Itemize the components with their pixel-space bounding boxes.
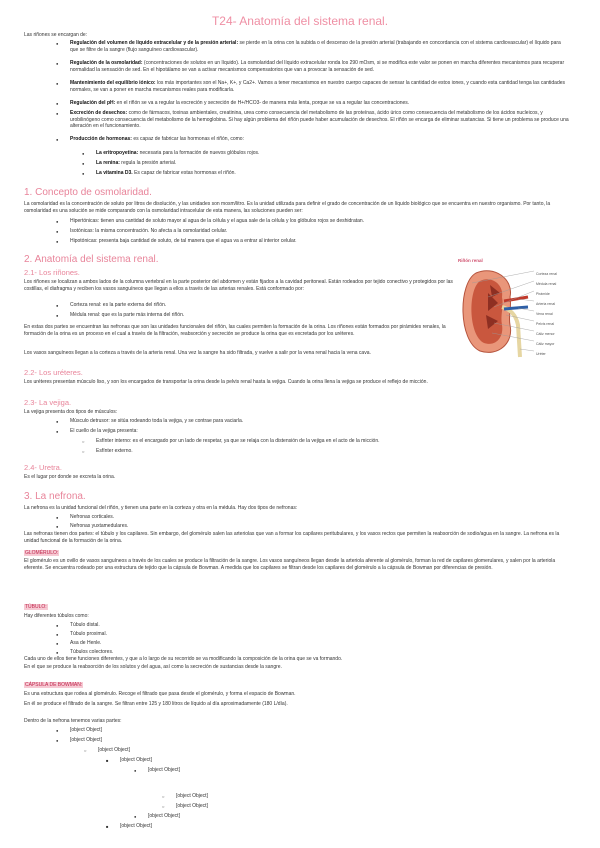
osmolarity-item: Hipertónicas: tienen una cantidad de soluto mayor al agua de la célula y el agua sale de la célula y los glóbulos rojos se deshidratan. (70, 218, 365, 224)
function-item-text: como de fármacos, toxinas ambientales, creatinina, urea como consecuencia del metabolismo de las proteínas, ácido úrico como consecuencia del metabolismo de los ácidos nucleicos, y urobilinógeno como consecuencia del metabolismo de la hemoglobina. Si hay algún problema del riñón puede haber acumulación de desechos. El riñón se encarga de eliminar sustancias. Si tiene un problema se produce una alteración en el funcionamiento. (70, 110, 569, 129)
osmolarity-item: Isotónicas: la misma concentración. No afecta a la osmolaridad celular. (70, 228, 228, 234)
nephron-intro-paragraph: En estas dos partes se encuentran las nefronas que son las unidades funcionales del riñón, las cuales permiten la formación de la orina. Los riñones están formados por pirámides renales, la formación de la orina es un proceso en el cual a través de la filtración, reabsorción y secreción se produce la orina que es excretada por los uréteres. (24, 324, 446, 337)
hormone-item-bold: La vitamina D3. (96, 170, 133, 176)
bullet-icon: ● (56, 515, 59, 520)
function-item-bold: Regulación del volumen de líquido extracelular y de la presión arterial: (70, 40, 239, 46)
nephron-paragraph: La nefrona es la unidad funcional del riñón, y tienen una parte en la corteza y otra en la médula. Hay dos tipos de nefronas: (24, 505, 298, 511)
nephron-subpart-item: [object Object] (70, 737, 102, 743)
nephron-subpart-item: [object Object] (148, 813, 180, 819)
bullet-icon: ● (56, 623, 59, 628)
function-item-text: en el riñón se va a regular la excreción y secreción de H+/HCO3- de manera más lenta, porque se va a regular las concentraciones. (116, 100, 410, 106)
nephron-subpart-item: [object Object] (98, 747, 130, 753)
glomerulus-paragraph: El glomérulo es un ovillo de vasos sanguíneos a través de los cuales se produce la filtración de la sangre. Los vasos sanguíneos llegan desde la arteriola aferente al glomérulo, forman la red de capilares glomerulares, y salen por la arteriola eferente. Se encuentra rodeado por una estructura de tejido que la cápsula de Bowman. A medida que los capilares se filtran desde los capilares del glomérulo a la cápsula de Bowman por diferencias de presión. (24, 558, 556, 571)
tubule-item: Túbulo distal. (70, 622, 100, 628)
kidney-figure (458, 258, 578, 363)
section-3-heading: 3. La nefrona. (24, 491, 86, 502)
function-item-bold: Regulación del pH: (70, 100, 116, 106)
tubule-item: Asa de Henle. (70, 640, 102, 646)
function-item-text: (concentraciones de solutos en un líquido). La osmolaridad del líquido extracelular ronda los 290 mOsm, si se modifica este valor se ponen en marcha diferentes mecanismos para recuperar normalidad la sensación de sed. En el hipotálamo se van a activar mecanismos compensatorios que van a provocar la sensación de sed. (70, 60, 565, 73)
urethra-subheading: 2.4- Uretra. (24, 463, 62, 472)
bullet-icon: ● (56, 313, 59, 318)
bullet-icon: ● (56, 738, 59, 743)
tubule-function-paragraph: Cada uno de ellos tiene funciones diferentes, y que a lo largo de su recorrido se va modificando la composición de la orina que se va formando. (24, 656, 343, 662)
function-item (70, 80, 570, 93)
function-item-bold: Regulación de la osmolaridad: (70, 60, 143, 66)
bowman-label-wrap (24, 682, 83, 689)
bullet-icon: ● (56, 303, 59, 308)
bullet-icon: ○ (82, 449, 85, 454)
figure-label: Arteria renal (536, 302, 556, 306)
filtration-paragraph: En él se produce el filtrado de la sangre. Se filtran entre 125 y 180 litros de líquido al día aproximadamente (180 L/día). (24, 701, 288, 707)
tubule-paragraph: Hay diferentes túbulos como: (24, 613, 89, 619)
function-item-text: se pierde en la orina con la subida o el descenso de la presión arterial (trabajando en concordancia con el sistema cardiovascular) el líquido para que se filtre de la sangre (flujo sanguíneo cardiovascular). (70, 40, 561, 53)
kidneys-subheading: 2.1- Los riñones. (24, 268, 80, 277)
bullet-icon: ● (56, 524, 59, 529)
bullet-icon: ● (56, 239, 59, 244)
hormone-item-bold: La eritropoyetina: (96, 150, 139, 156)
figure-title: Riñón renal (458, 258, 483, 263)
nephron-subpart-item: [object Object] (120, 823, 152, 829)
bladder-muscle-item: Músculo detrusor: se sitúa rodeando toda la vejiga, y se contrae para vaciarla. (70, 418, 244, 424)
bullet-icon: ● (56, 429, 59, 434)
bullet-icon: ● (56, 650, 59, 655)
bullet-icon: ● (134, 814, 137, 819)
tubule-item: Túbulo proximal. (70, 631, 107, 637)
bullet-icon: ● (56, 641, 59, 646)
bullet-icon: ○ (82, 439, 85, 444)
section-1-heading: 1. Concepto de osmolaridad. (24, 187, 152, 198)
bullet-icon: ○ (162, 794, 165, 799)
glomerulus-label: GLOMÉRULO: (25, 550, 59, 556)
hormone-item-text: necesaria para la formación de nuevos glóbulos rojos. (139, 150, 260, 156)
ureters-subheading: 2.2- Los uréteres. (24, 368, 83, 377)
sphincter-item: Esfínter externo. (96, 448, 133, 454)
bullet-icon: ● (56, 229, 59, 234)
function-item (70, 100, 570, 107)
figure-label: Cáliz menor (536, 332, 555, 336)
hormone-item (96, 160, 566, 167)
hormone-item-bold: La renina: (96, 160, 120, 166)
kidney-part-item: Corteza renal: es la parte externa del riñón. (70, 302, 167, 308)
bullet-icon: ● (56, 41, 59, 46)
tubule-item: Túbulos colectores. (70, 649, 114, 655)
osmolarity-item: Hipotónicas: presenta baja cantidad de soluto, de tal manera que el agua va a entrar al interior celular. (70, 238, 297, 244)
ureters-paragraph: Los uréteres presentan músculo liso, y son los encargados de transportar la orina desde la pelvis renal hasta la vejiga. Cuando la orina llena la vejiga se produce el reflejo de micción. (24, 379, 428, 385)
bullet-icon: ○ (84, 748, 87, 753)
hormone-item (96, 170, 566, 177)
hormone-item (96, 150, 566, 157)
document-title: T24- Anatomía del sistema renal. (211, 14, 389, 28)
function-item-text: es capaz de fabricar las hormonas el riñón, como: (133, 136, 244, 142)
figure-label: Pirámide (536, 292, 550, 296)
blood-vessels-paragraph: Los vasos sanguíneos llegan a la corteza a través de la arteria renal. Una vez la sangre ha sido filtrada, y vuelve a salir por la vena renal hacia la vena cava. (24, 350, 371, 356)
bullet-icon: ● (56, 219, 59, 224)
nephron-subpart-item: [object Object] (176, 793, 208, 799)
bowman-paragraph: Es una estructura que rodea al glomérulo. Recoge el filtrado que pasa desde el glomérulo, y forma el espacio de Bowman. (24, 691, 296, 697)
nephron-subpart-item: [object Object] (120, 757, 152, 763)
nephron-type-item: Nefronas corticales. (70, 514, 115, 520)
figure-label: Pelvis renal (536, 322, 555, 326)
bullet-icon: ■ (106, 758, 109, 763)
bullet-icon: ● (56, 61, 59, 66)
bullet-icon: ● (56, 137, 59, 142)
function-item-text: los más importantes son el Na+, K+, y Ca2+. Vamos a tener mecanismos en nuestro cuerpo capaces de sensar la cantidad de estos iones, y cuando esta cantidad tenga las cantidades normales, se van a poner en marcha mecanismos reales para modificarla. (70, 80, 566, 93)
nephron-parts-paragraph: Las nefronas tienen dos partes: el túbulo y los capilares. Sin embargo, del glomérulo salen las arteriolas que van a formar los capilares peritubulares, y los vasos rectos que permiten la reabsorción de sodio/agua en la sangre. La nefrona es la unidad funcional de la formación de la orina. (24, 531, 560, 544)
figure-label: Uréter (536, 352, 546, 356)
bullet-icon: ● (56, 111, 59, 116)
bullet-icon: ● (82, 151, 85, 156)
bladder-paragraph: La vejiga presenta dos tipos de músculos: (24, 409, 118, 415)
bullet-icon: ■ (106, 824, 109, 829)
bullet-icon: ○ (162, 804, 165, 809)
function-item-bold: Producción de hormonas: (70, 136, 132, 142)
nephron-subpart-item: [object Object] (148, 767, 180, 773)
bladder-muscle-item: El cuello de la vejiga presenta: (70, 428, 138, 434)
tubule-label-wrap (24, 604, 48, 611)
function-item-bold: Mantenimiento del equilibrio iónico: (70, 80, 156, 86)
intro-text: Las riñones se encargan de: (24, 32, 88, 38)
bladder-subheading: 2.3- La vejiga. (24, 398, 72, 407)
urethra-paragraph: Es el lugar por donde se excreta la orina. (24, 474, 116, 480)
bowman-label: CÁPSULA DE BOWMAN: (25, 682, 83, 688)
nephron-type-item: Nefronas yuxtamedulares. (70, 523, 129, 529)
hormone-item-text: Es capaz de fabricar estas hormonas el riñón. (134, 170, 236, 176)
figure-label: Corteza renal (536, 272, 558, 276)
glomerulus-label-wrap (24, 550, 59, 557)
bullet-icon: ● (56, 101, 59, 106)
tubule-label: TÚBULO: (25, 604, 47, 610)
hormone-item-text: regula la presión arterial. (121, 160, 177, 166)
function-item (70, 60, 570, 73)
kidneys-paragraph: Los riñones se localizan a ambos lados de la columna vertebral en la parte posterior del abdomen y están fijados a la cavidad peritoneal. Están rodeados por tejido conectivo y protegidos por las costillas, el diafragma y reciben los vasos sanguíneos que llegan a ellos a través de las arterias renales. Está conformado por: (24, 279, 453, 292)
bullet-icon: ● (56, 81, 59, 86)
figure-label: Cáliz mayor (536, 342, 555, 346)
bullet-icon: ● (82, 171, 85, 176)
kidney-part-item: Médula renal: que es la parte más interna del riñón. (70, 312, 185, 318)
function-item (70, 136, 570, 143)
sphincter-item: Esfínter interno: es el encargado por un lado de respetar, ya que se relaja con la distensión de la vejiga en el acto de la micción. (96, 438, 380, 444)
section-2-heading: 2. Anatomía del sistema renal. (24, 254, 159, 265)
bullet-icon: ● (134, 768, 137, 773)
bullet-icon: ● (56, 728, 59, 733)
bullet-icon: ● (82, 161, 85, 166)
figure-label: Médula renal (536, 282, 557, 286)
nephron-subpart-item: [object Object] (70, 727, 102, 733)
function-item-bold: Excreción de desechos: (70, 110, 128, 116)
figure-label: Vena renal (536, 312, 553, 316)
nephron-subparts-intro: Dentro de la nefrona tenemos varias partes: (24, 718, 122, 724)
bullet-icon: ● (56, 419, 59, 424)
function-item (70, 40, 570, 53)
tubule-reabsorption-paragraph: En el que se produce la reabsorción de los solutos y del agua, así como la secreción de sustancias desde la sangre. (24, 664, 282, 670)
bullet-icon: ● (56, 632, 59, 637)
osmolarity-paragraph: La osmolaridad es la concentración de soluto por litros de disolución, y las unidades son mosm/litro. Es la unidad utilizada para definir el grado de concentración de un líquido biológico que se encuentra en nuestro organismo. Por tanto, la osmolaridad es una solución se mide comparando con la osmolaridad intracelular de esta manera, las soluciones pueden ser: (24, 201, 551, 214)
nephron-subpart-item: [object Object] (176, 803, 208, 809)
function-item (70, 110, 570, 130)
